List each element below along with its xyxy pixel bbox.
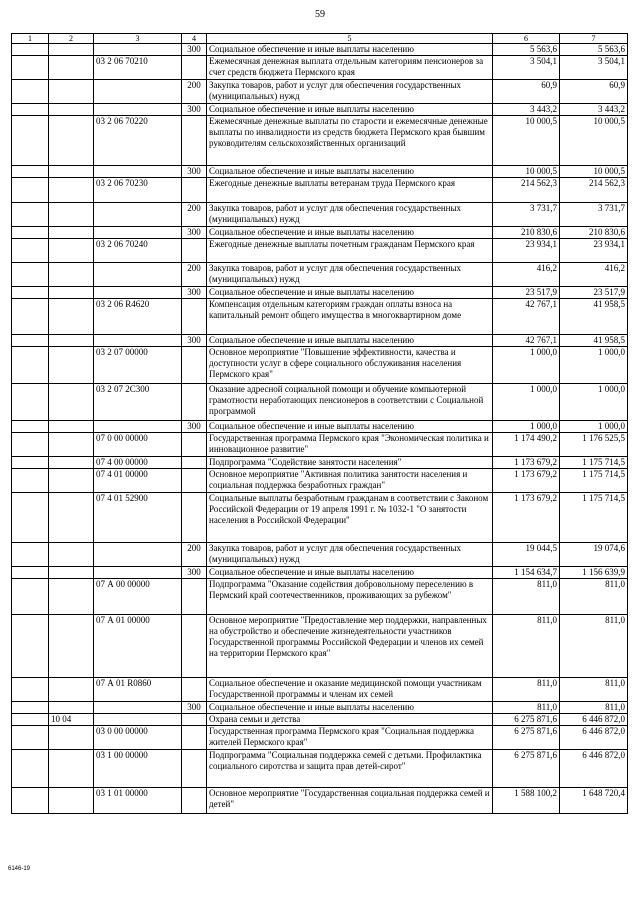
cell-c2 [49, 287, 94, 299]
cell-c3: 07 4 01 52900 [94, 493, 182, 543]
cell-c6: 1 173 679,2 [493, 469, 560, 493]
cell-c7: 3 443,2 [560, 104, 628, 116]
table-row [12, 384, 628, 421]
budget-table [11, 33, 628, 814]
cell-c2 [49, 543, 94, 567]
table-row [12, 788, 628, 814]
cell-c2 [49, 116, 94, 166]
cell-c6: 23 934,1 [493, 239, 560, 263]
cell-c2 [49, 263, 94, 287]
cell-c2 [49, 750, 94, 788]
table-row [12, 299, 628, 335]
cell-c3 [94, 227, 182, 239]
cell-c2 [49, 203, 94, 227]
table-row [12, 457, 628, 469]
table-row [12, 80, 628, 104]
cell-c6: 416,2 [493, 263, 560, 287]
cell-c6: 3 443,2 [493, 104, 560, 116]
cell-c6: 19 044,5 [493, 543, 560, 567]
cell-c4: 300 [182, 702, 207, 714]
cell-c6: 1 154 634,7 [493, 567, 560, 579]
cell-empty [12, 263, 49, 287]
cell-c2 [49, 44, 94, 56]
cell-c2 [49, 80, 94, 104]
cell-c6: 3 504,1 [493, 56, 560, 80]
cell-c2 [49, 433, 94, 457]
cell-c3: 03 2 06 70220 [94, 116, 182, 166]
cell-c2 [49, 178, 94, 203]
cell-c6: 1 174 490,2 [493, 433, 560, 457]
table-row [12, 44, 628, 56]
cell-c5: Социальное обеспечение и оказание медицинской помощи участникам Государственной программы и членам их семей [207, 678, 493, 702]
cell-empty [12, 433, 49, 457]
cell-c4: 300 [182, 567, 207, 579]
cell-c3 [94, 567, 182, 579]
cell-c2 [49, 335, 94, 347]
cell-c6: 1 173 679,2 [493, 493, 560, 543]
cell-empty [12, 788, 49, 814]
cell-c4 [182, 239, 207, 263]
cell-c2 [49, 56, 94, 80]
cell-c3 [94, 543, 182, 567]
cell-c7: 1 000,0 [560, 384, 628, 421]
cell-c2 [49, 788, 94, 814]
cell-c4 [182, 457, 207, 469]
cell-c6: 10 000,5 [493, 166, 560, 178]
cell-c7: 1 175 714,5 [560, 457, 628, 469]
cell-empty [12, 384, 49, 421]
cell-c3: 03 2 07 2С300 [94, 384, 182, 421]
cell-c5: Основное мероприятие "Повышение эффективности, качества и доступности услуг в сфере социального обслуживания населения Пермского края" [207, 347, 493, 384]
cell-c7: 210 830,6 [560, 227, 628, 239]
cell-c3 [94, 44, 182, 56]
cell-c7: 23 934,1 [560, 239, 628, 263]
table-row [12, 702, 628, 714]
cell-c4 [182, 56, 207, 80]
cell-c6: 23 517,9 [493, 287, 560, 299]
table-row [12, 178, 628, 203]
cell-c5: Подпрограмма "Оказание содействия добровольному переселению в Пермский край соотечественников, проживающих за рубежом" [207, 579, 493, 615]
column-number-row [12, 34, 628, 44]
cell-c4 [182, 433, 207, 457]
cell-c6: 42 767,1 [493, 335, 560, 347]
cell-c7: 23 517,9 [560, 287, 628, 299]
cell-c4: 300 [182, 227, 207, 239]
table-row [12, 469, 628, 493]
cell-c4: 200 [182, 263, 207, 287]
cell-c6: 1 000,0 [493, 421, 560, 433]
cell-c4 [182, 615, 207, 678]
cell-c3: 07 А 01 R0860 [94, 678, 182, 702]
cell-c3: 03 2 06 70210 [94, 56, 182, 80]
cell-c2 [49, 347, 94, 384]
table-row [12, 347, 628, 384]
cell-c4 [182, 116, 207, 166]
cell-c3: 07 А 00 00000 [94, 579, 182, 615]
table-row [12, 750, 628, 788]
cell-empty [12, 493, 49, 543]
cell-empty [12, 543, 49, 567]
cell-c3: 07 0 00 00000 [94, 433, 182, 457]
cell-c2 [49, 493, 94, 543]
cell-c3 [94, 80, 182, 104]
cell-c4 [182, 726, 207, 750]
table-row [12, 166, 628, 178]
cell-c3: 03 1 01 00000 [94, 788, 182, 814]
cell-c4: 300 [182, 421, 207, 433]
cell-c2 [49, 678, 94, 702]
cell-c6: 811,0 [493, 579, 560, 615]
column-header: 3 [94, 34, 182, 44]
column-header: 2 [49, 34, 94, 44]
cell-c4 [182, 347, 207, 384]
cell-empty [12, 726, 49, 750]
cell-empty [12, 56, 49, 80]
cell-empty [12, 714, 49, 726]
cell-c7: 6 446 872,0 [560, 714, 628, 726]
cell-c3: 07 4 00 00000 [94, 457, 182, 469]
page-number: 59 [315, 9, 325, 20]
cell-c4: 300 [182, 335, 207, 347]
cell-c7: 19 074,6 [560, 543, 628, 567]
cell-c2 [49, 469, 94, 493]
cell-c2 [49, 726, 94, 750]
cell-empty [12, 44, 49, 56]
cell-c5: Основное мероприятие "Активная политика занятости населения и социальная поддержка безработных граждан" [207, 469, 493, 493]
footer-code: 6146-19 [8, 866, 31, 872]
cell-c5: Охрана семьи и детства [207, 714, 493, 726]
cell-c3: 03 0 00 00000 [94, 726, 182, 750]
cell-c5: Компенсация отдельным категориям граждан оплаты взноса на капитальный ремонт общего имущества в многоквартирном доме [207, 299, 493, 335]
cell-c4 [182, 469, 207, 493]
table-row [12, 433, 628, 457]
cell-empty [12, 457, 49, 469]
cell-c7: 3 504,1 [560, 56, 628, 80]
cell-c2 [49, 457, 94, 469]
cell-empty [12, 166, 49, 178]
table-row [12, 567, 628, 579]
cell-c4 [182, 579, 207, 615]
cell-c3: 03 2 07 00000 [94, 347, 182, 384]
cell-c6: 6 275 871,6 [493, 750, 560, 788]
table-row [12, 714, 628, 726]
cell-c3 [94, 714, 182, 726]
cell-c5: Социальное обеспечение и иные выплаты населению [207, 44, 493, 56]
cell-c5: Социальное обеспечение и иные выплаты населению [207, 567, 493, 579]
cell-c6: 6 275 871,6 [493, 714, 560, 726]
cell-empty [12, 579, 49, 615]
cell-c5: Основное мероприятие "Предоставление мер поддержки, направленных на обустройство и обеспечение жизнедеятельности участников Государственной программы Российской Федерации и членов их семей на территории Пермского края" [207, 615, 493, 678]
cell-empty [12, 750, 49, 788]
column-header: 5 [207, 34, 493, 44]
cell-c5: Социальные выплаты безработным гражданам в соответствии с Законом Российской Федерации от 19 апреля 1991 г. № 1032-1 "О занятости населения в Российской Федерации" [207, 493, 493, 543]
cell-c2 [49, 104, 94, 116]
table-row [12, 335, 628, 347]
cell-c6: 1 588 100,2 [493, 788, 560, 814]
cell-c6: 1 173 679,2 [493, 457, 560, 469]
cell-c5: Социальное обеспечение и иные выплаты населению [207, 702, 493, 714]
cell-empty [12, 347, 49, 384]
cell-c2 [49, 384, 94, 421]
table-row [12, 116, 628, 166]
cell-c6: 1 000,0 [493, 384, 560, 421]
cell-c3 [94, 263, 182, 287]
table-row [12, 239, 628, 263]
cell-c7: 1 176 525,5 [560, 433, 628, 457]
cell-c4: 200 [182, 203, 207, 227]
cell-c4 [182, 714, 207, 726]
cell-c3 [94, 335, 182, 347]
cell-c5: Социальное обеспечение и иные выплаты населению [207, 166, 493, 178]
column-header: 1 [12, 34, 49, 44]
cell-c7: 1 000,0 [560, 421, 628, 433]
cell-empty [12, 104, 49, 116]
cell-c6: 42 767,1 [493, 299, 560, 335]
cell-c3 [94, 104, 182, 116]
cell-c6: 811,0 [493, 615, 560, 678]
cell-c5: Закупка товаров, работ и услуг для обеспечения государственных (муниципальных) нужд [207, 203, 493, 227]
cell-empty [12, 178, 49, 203]
cell-empty [12, 287, 49, 299]
table-row [12, 56, 628, 80]
cell-c7: 811,0 [560, 615, 628, 678]
cell-c3 [94, 421, 182, 433]
cell-c3: 07 А 01 00000 [94, 615, 182, 678]
cell-c4: 300 [182, 166, 207, 178]
cell-empty [12, 335, 49, 347]
cell-c4 [182, 788, 207, 814]
cell-c2 [49, 299, 94, 335]
cell-c4 [182, 750, 207, 788]
cell-c6: 10 000,5 [493, 116, 560, 166]
cell-c7: 416,2 [560, 263, 628, 287]
cell-c5: Закупка товаров, работ и услуг для обеспечения государственных (муниципальных) нужд [207, 80, 493, 104]
cell-c7: 1 175 714,5 [560, 493, 628, 543]
cell-c5: Оказание адресной социальной помощи и обучение компьютерной грамотности неработающих пенсионеров в соответствии с Социальной программой [207, 384, 493, 421]
cell-c7: 10 000,5 [560, 116, 628, 166]
cell-c4 [182, 178, 207, 203]
cell-c7: 214 562,3 [560, 178, 628, 203]
cell-c5: Социальное обеспечение и иные выплаты населению [207, 335, 493, 347]
cell-c7: 1 648 720,4 [560, 788, 628, 814]
cell-c5: Основное мероприятие "Государственная социальная поддержка семей и детей" [207, 788, 493, 814]
cell-c4 [182, 299, 207, 335]
table-body [12, 44, 628, 814]
table-row [12, 678, 628, 702]
cell-c7: 10 000,5 [560, 166, 628, 178]
cell-c7: 1 156 639,9 [560, 567, 628, 579]
cell-c7: 6 446 872,0 [560, 726, 628, 750]
cell-c5: Государственная программа Пермского края "Экономическая политика и инновационное развитие" [207, 433, 493, 457]
cell-c5: Социальное обеспечение и иные выплаты населению [207, 421, 493, 433]
cell-c7: 811,0 [560, 702, 628, 714]
cell-c7: 1 175 714,5 [560, 469, 628, 493]
cell-empty [12, 567, 49, 579]
cell-empty [12, 615, 49, 678]
cell-c3: 03 2 06 70230 [94, 178, 182, 203]
cell-c5: Ежемесячные денежные выплаты по старости и ежемесячные денежные выплаты по инвалидности из средств бюджета Пермского края бывшим руководителям сельскохозяйственных организаций [207, 116, 493, 166]
cell-c2 [49, 579, 94, 615]
cell-empty [12, 80, 49, 104]
table-row [12, 203, 628, 227]
cell-empty [12, 203, 49, 227]
cell-c6: 1 000,0 [493, 347, 560, 384]
cell-c7: 41 958,5 [560, 299, 628, 335]
cell-c5: Подпрограмма "Социальная поддержка семей с детьми. Профилактика социального сиротства и защита прав детей-сирот" [207, 750, 493, 788]
cell-c7: 60,9 [560, 80, 628, 104]
cell-c5: Ежегодные денежные выплаты ветеранам труда Пермского края [207, 178, 493, 203]
cell-c4: 300 [182, 287, 207, 299]
cell-c7: 6 446 872,0 [560, 750, 628, 788]
cell-c3 [94, 203, 182, 227]
table-row [12, 104, 628, 116]
cell-c5: Ежегодные денежные выплаты почетным гражданам Пермского края [207, 239, 493, 263]
cell-c6: 6 275 871,6 [493, 726, 560, 750]
cell-c4: 300 [182, 44, 207, 56]
cell-c4: 300 [182, 104, 207, 116]
table-row [12, 421, 628, 433]
cell-c3: 03 2 06 70240 [94, 239, 182, 263]
cell-c3: 03 1 00 00000 [94, 750, 182, 788]
cell-c6: 5 563,6 [493, 44, 560, 56]
cell-c5: Подпрограмма "Содействие занятости населения" [207, 457, 493, 469]
column-header: 4 [182, 34, 207, 44]
cell-empty [12, 299, 49, 335]
table-row [12, 287, 628, 299]
cell-c3: 07 4 01 00000 [94, 469, 182, 493]
cell-empty [12, 702, 49, 714]
cell-c7: 811,0 [560, 579, 628, 615]
cell-c6: 811,0 [493, 702, 560, 714]
table-row [12, 543, 628, 567]
column-header: 6 [493, 34, 560, 44]
table-row [12, 493, 628, 543]
cell-empty [12, 469, 49, 493]
table-row [12, 579, 628, 615]
cell-c3 [94, 702, 182, 714]
cell-c2 [49, 421, 94, 433]
cell-empty [12, 678, 49, 702]
cell-c2 [49, 239, 94, 263]
cell-c5: Ежемесячная денежная выплата отдельным категориям пенсионеров за счет средств бюджета Пермского края [207, 56, 493, 80]
cell-c6: 811,0 [493, 678, 560, 702]
cell-empty [12, 227, 49, 239]
cell-c2 [49, 227, 94, 239]
cell-c3 [94, 287, 182, 299]
cell-c7: 3 731,7 [560, 203, 628, 227]
cell-c2: 10 04 [49, 714, 94, 726]
cell-c2 [49, 166, 94, 178]
cell-c5: Государственная программа Пермского края "Социальная поддержка жителей Пермского края" [207, 726, 493, 750]
cell-c5: Социальное обеспечение и иные выплаты населению [207, 227, 493, 239]
column-header: 7 [560, 34, 628, 44]
cell-c6: 60,9 [493, 80, 560, 104]
cell-c7: 41 958,5 [560, 335, 628, 347]
cell-empty [12, 116, 49, 166]
cell-c7: 5 563,6 [560, 44, 628, 56]
cell-c7: 1 000,0 [560, 347, 628, 384]
cell-c4: 200 [182, 80, 207, 104]
cell-c2 [49, 702, 94, 714]
cell-c3 [94, 166, 182, 178]
cell-c2 [49, 615, 94, 678]
cell-c3: 03 2 06 R4620 [94, 299, 182, 335]
cell-c5: Социальное обеспечение и иные выплаты населению [207, 287, 493, 299]
cell-c6: 214 562,3 [493, 178, 560, 203]
cell-c5: Закупка товаров, работ и услуг для обеспечения государственных (муниципальных) нужд [207, 543, 493, 567]
cell-c5: Закупка товаров, работ и услуг для обеспечения государственных (муниципальных) нужд [207, 263, 493, 287]
table-row [12, 227, 628, 239]
cell-c5: Социальное обеспечение и иные выплаты населению [207, 104, 493, 116]
table-row [12, 726, 628, 750]
cell-c2 [49, 567, 94, 579]
cell-c4 [182, 384, 207, 421]
cell-c6: 3 731,7 [493, 203, 560, 227]
cell-c4: 200 [182, 543, 207, 567]
cell-c4 [182, 493, 207, 543]
table-row [12, 263, 628, 287]
cell-c7: 811,0 [560, 678, 628, 702]
cell-empty [12, 421, 49, 433]
cell-empty [12, 239, 49, 263]
cell-c6: 210 830,6 [493, 227, 560, 239]
table-row [12, 615, 628, 678]
cell-c4 [182, 678, 207, 702]
